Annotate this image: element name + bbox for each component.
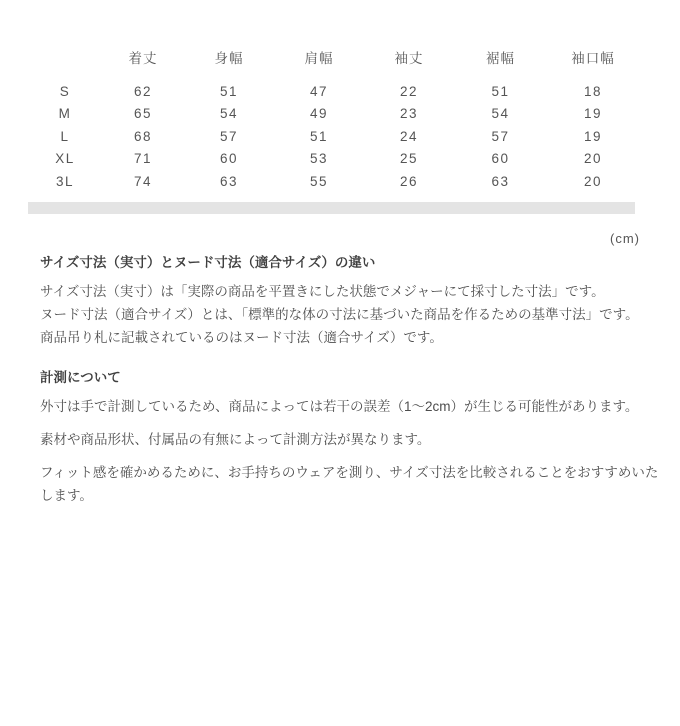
size-label: S [59, 83, 71, 99]
table-cell: 49 [309, 106, 329, 122]
table-cell: 19 [583, 106, 603, 122]
table-cell: 65 [133, 106, 153, 122]
table-cell: 25 [399, 151, 419, 167]
size-label: XL [55, 151, 75, 167]
table-cell: 68 [133, 128, 153, 144]
note-paragraph: サイズ寸法（実寸）は「実際の商品を平置きにした状態でメジャーにて採寸した寸法」です。 [40, 283, 605, 299]
table-cell: 71 [133, 151, 153, 167]
table-cell: 23 [399, 106, 419, 122]
table-cell: 57 [219, 128, 239, 144]
size-label: M [58, 106, 72, 122]
table-cell: 51 [309, 128, 329, 144]
note-paragraph: 商品吊り札に記載されているのはヌード寸法（適合サイズ）です。 [40, 329, 443, 345]
table-cell: 63 [219, 173, 239, 189]
table-cell: 54 [219, 106, 239, 122]
table-cell: 22 [399, 83, 419, 99]
section-size-vs-nude [40, 254, 665, 349]
section-heading: サイズ寸法（実寸）とヌード寸法（適合サイズ）の違い [40, 254, 376, 270]
table-cell: 74 [133, 173, 153, 189]
table-cell: 18 [583, 83, 603, 99]
note-paragraph: ヌード寸法（適合サイズ）とは、「標準的な体の寸法に基づいた商品を作るための基準寸法」です。 [40, 306, 639, 322]
table-cell: 55 [309, 173, 329, 189]
note-paragraph: 外寸は手で計測しているため、商品によっては若干の誤差（1～2cm）が生じる可能性があります。 [40, 398, 639, 414]
table-cell: 19 [583, 128, 603, 144]
table-cell: 57 [491, 128, 510, 144]
table-cell: 20 [583, 151, 603, 167]
table-cell: 62 [133, 83, 153, 99]
table-cell: 26 [399, 173, 419, 189]
table-cell: 20 [583, 173, 603, 189]
note-paragraph: 素材や商品形状、付属品の有無によって計測方法が異なります。 [40, 431, 431, 447]
table-cell: 63 [491, 173, 510, 189]
size-label: 3L [55, 173, 75, 189]
column-header-hem-width: 裾幅 [486, 51, 515, 66]
table-cell: 53 [309, 151, 329, 167]
size-guide-page [0, 46, 680, 726]
table-corner-cell [28, 46, 102, 80]
section-divider [28, 202, 635, 214]
column-header-shoulder-width: 肩幅 [304, 51, 334, 66]
table-cell: 47 [309, 83, 329, 99]
column-header-sleeve-length: 袖丈 [394, 51, 424, 66]
section-heading: 計測について [40, 369, 121, 385]
size-measurement-table [28, 46, 680, 193]
size-label: L [60, 128, 70, 144]
note-paragraph: フィット感を確かめるために、お手持ちのウェアを測り、サイズ寸法を比較されることをおすすめいたします。 [40, 464, 659, 503]
table-cell: 54 [491, 106, 510, 122]
table-cell: 51 [491, 83, 510, 99]
unit-label-cm: (cm) [610, 230, 640, 246]
table-cell: 60 [219, 151, 239, 167]
size-notes [40, 254, 665, 507]
section-measurement [40, 369, 665, 507]
column-header-body-length: 着丈 [128, 51, 158, 66]
table-cell: 51 [219, 83, 239, 99]
table-cell: 24 [399, 128, 419, 144]
column-header-cuff-width: 袖口幅 [571, 51, 615, 66]
column-header-body-width: 身幅 [214, 51, 244, 66]
table-cell: 60 [491, 151, 510, 167]
